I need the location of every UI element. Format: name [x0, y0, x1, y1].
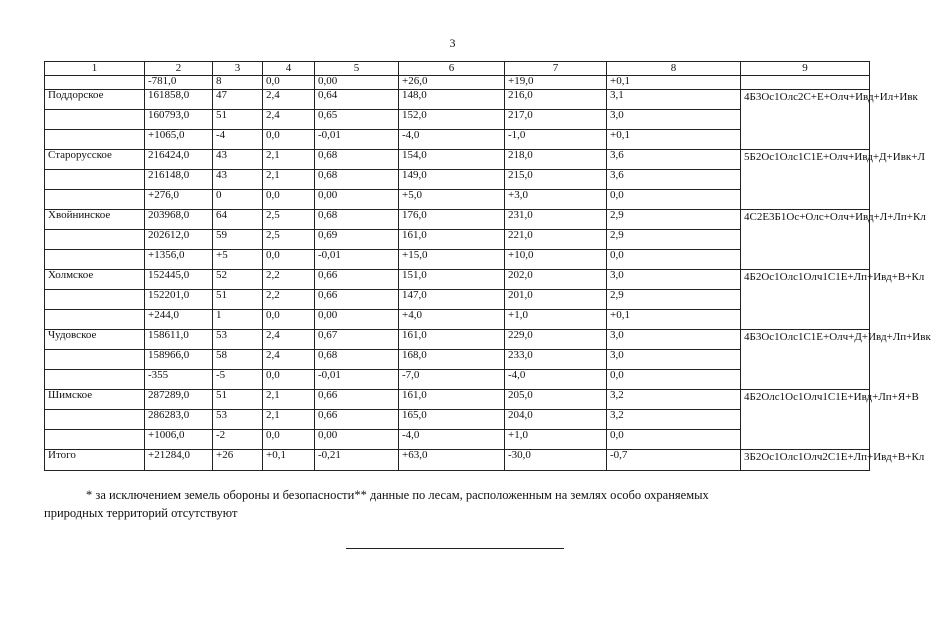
table-cell: 43 [213, 150, 263, 170]
footnote [44, 486, 869, 522]
table-cell: 8 [213, 76, 263, 90]
table-cell: 0,0 [263, 190, 315, 210]
table-cell: 0,66 [315, 270, 399, 290]
table-cell: 154,0 [399, 150, 505, 170]
footnote-line-1: * за исключением земель обороны и безопасности** данные по лесам, расположенным на землях особо охраняемых [86, 488, 709, 502]
table-cell: 0,00 [315, 190, 399, 210]
table-cell: -0,01 [315, 250, 399, 270]
district-name-cell: Чудовское [45, 330, 145, 350]
table-cell: 0,68 [315, 170, 399, 190]
table-cell: 0,67 [315, 330, 399, 350]
table-cell: 2,5 [263, 210, 315, 230]
table-cell: 202,0 [505, 270, 607, 290]
table-cell: 216424,0 [145, 150, 213, 170]
table-cell: 3,0 [607, 270, 741, 290]
composition-cell: 5Б2Ос1Олс1С1Е+Олч+Ивд+Д+Ивк+Л [741, 150, 870, 210]
table-cell: 218,0 [505, 150, 607, 170]
table-cell: 215,0 [505, 170, 607, 190]
table-cell: 158611,0 [145, 330, 213, 350]
table-cell: +1,0 [505, 430, 607, 450]
table-cell: 286283,0 [145, 410, 213, 430]
table-cell: 3,0 [607, 110, 741, 130]
table-cell: -0,01 [315, 130, 399, 150]
table-cell: 0,0 [263, 76, 315, 90]
table-cell: 202612,0 [145, 230, 213, 250]
table-row [45, 76, 870, 90]
table-cell: 0,64 [315, 90, 399, 110]
district-name-cell [45, 370, 145, 390]
table-cell: 216,0 [505, 90, 607, 110]
table-cell: -4 [213, 130, 263, 150]
table-cell: +10,0 [505, 250, 607, 270]
table-cell: 152201,0 [145, 290, 213, 310]
table-cell: 2,9 [607, 230, 741, 250]
table-cell: 0,0 [263, 430, 315, 450]
table-cell: 2,2 [263, 290, 315, 310]
district-name-cell: Хвойнинское [45, 210, 145, 230]
table-cell: 0 [213, 190, 263, 210]
table-body [45, 75, 931, 471]
table-row [45, 210, 870, 230]
table-cell: 161858,0 [145, 90, 213, 110]
table-cell: 231,0 [505, 210, 607, 230]
table-cell: 0,68 [315, 210, 399, 230]
table-cell: -0,7 [607, 450, 741, 471]
table-cell: 52 [213, 270, 263, 290]
table-cell: 165,0 [399, 410, 505, 430]
table-cell: 2,2 [263, 270, 315, 290]
table-cell: +19,0 [505, 76, 607, 90]
table-cell: +0,1 [607, 130, 741, 150]
table-cell: 2,4 [263, 350, 315, 370]
table-cell: +0,1 [263, 450, 315, 471]
table-cell: 204,0 [505, 410, 607, 430]
page-number: 3 [449, 36, 456, 50]
table-cell: 160793,0 [145, 110, 213, 130]
district-name-cell [45, 76, 145, 90]
table-cell: 0,00 [315, 310, 399, 330]
table-cell: 287289,0 [145, 390, 213, 410]
table-cell: 161,0 [399, 230, 505, 250]
district-name-cell [45, 130, 145, 150]
table-cell: 59 [213, 230, 263, 250]
header-row [45, 62, 870, 76]
table-cell: -355 [145, 370, 213, 390]
table-cell: 3,1 [607, 90, 741, 110]
composition-cell: 3Б2Ос1Олс1Олч2С1Е+Лп+Ивд+В+Кл [741, 450, 870, 471]
district-name-cell [45, 190, 145, 210]
table-cell: 0,66 [315, 390, 399, 410]
table-cell: 216148,0 [145, 170, 213, 190]
table-cell: 51 [213, 290, 263, 310]
table-cell: 0,0 [263, 250, 315, 270]
table-row [45, 90, 870, 110]
table-cell: 0,0 [607, 370, 741, 390]
table-cell: 53 [213, 410, 263, 430]
table-cell: +1356,0 [145, 250, 213, 270]
composition-cell: 4Б2Олс1Ос1Олч1С1Е+Ивд+Лп+Я+В [741, 390, 870, 450]
table-cell: 217,0 [505, 110, 607, 130]
table-cell: -30,0 [505, 450, 607, 471]
table-cell: +21284,0 [145, 450, 213, 471]
district-name-cell [45, 310, 145, 330]
district-name-cell: Итого [45, 450, 145, 471]
table-cell: -0,21 [315, 450, 399, 471]
table-cell: 176,0 [399, 210, 505, 230]
table-cell: 2,4 [263, 330, 315, 350]
table-cell: 0,0 [263, 370, 315, 390]
table-cell: 168,0 [399, 350, 505, 370]
table-cell: 51 [213, 390, 263, 410]
table-cell: -2 [213, 430, 263, 450]
table-cell: 3,0 [607, 330, 741, 350]
table-cell: 149,0 [399, 170, 505, 190]
table-cell: 51 [213, 110, 263, 130]
table-cell: 0,66 [315, 290, 399, 310]
table-cell: +5,0 [399, 190, 505, 210]
district-name-cell [45, 110, 145, 130]
table-cell: 43 [213, 170, 263, 190]
table-cell: -7,0 [399, 370, 505, 390]
table-cell: +244,0 [145, 310, 213, 330]
district-name-cell [45, 430, 145, 450]
table-cell: 2,4 [263, 110, 315, 130]
table-cell: 0,00 [315, 76, 399, 90]
table-cell: 2,1 [263, 150, 315, 170]
table-cell: 2,1 [263, 170, 315, 190]
table-cell: 147,0 [399, 290, 505, 310]
table-cell: 2,1 [263, 390, 315, 410]
table-cell: 203968,0 [145, 210, 213, 230]
composition-cell: 4Б3Ос1Олс1С1Е+Олч+Д+Ивд+Лп+Ивк [741, 330, 870, 390]
composition-cell: 4Б2Ос1Олс1Олч1С1Е+Лп+Ивд+В+Кл [741, 270, 870, 330]
column-header-4: 4 [263, 62, 315, 76]
table-cell: 0,69 [315, 230, 399, 250]
separator-line [346, 548, 564, 549]
table-cell: 64 [213, 210, 263, 230]
column-header-9: 9 [741, 62, 870, 76]
table-cell: 2,4 [263, 90, 315, 110]
table-cell: 0,0 [607, 430, 741, 450]
table-cell: 158966,0 [145, 350, 213, 370]
table-cell: +0,1 [607, 76, 741, 90]
table-cell: 229,0 [505, 330, 607, 350]
column-header-8: 8 [607, 62, 741, 76]
table-cell: -1,0 [505, 130, 607, 150]
table-cell: -0,01 [315, 370, 399, 390]
table-cell: 1 [213, 310, 263, 330]
table-cell: +1065,0 [145, 130, 213, 150]
district-name-cell [45, 170, 145, 190]
table-cell: 0,66 [315, 410, 399, 430]
table-cell: -4,0 [399, 430, 505, 450]
table-cell: 58 [213, 350, 263, 370]
table-cell: -5 [213, 370, 263, 390]
table-cell: 152445,0 [145, 270, 213, 290]
table-cell: 0,0 [263, 310, 315, 330]
table-cell: 205,0 [505, 390, 607, 410]
table-cell: +4,0 [399, 310, 505, 330]
composition-cell [741, 76, 870, 90]
table-cell: 148,0 [399, 90, 505, 110]
district-name-cell [45, 230, 145, 250]
district-name-cell: Шимское [45, 390, 145, 410]
table-cell: 3,6 [607, 150, 741, 170]
table-cell: 2,1 [263, 410, 315, 430]
table-cell: +26,0 [399, 76, 505, 90]
table-cell: +63,0 [399, 450, 505, 471]
table-cell: 151,0 [399, 270, 505, 290]
table-cell: +1,0 [505, 310, 607, 330]
table-cell: 221,0 [505, 230, 607, 250]
table-cell: +1006,0 [145, 430, 213, 450]
table-cell: 47 [213, 90, 263, 110]
table-cell: 3,6 [607, 170, 741, 190]
table-cell: 0,65 [315, 110, 399, 130]
table-cell: 152,0 [399, 110, 505, 130]
column-header-7: 7 [505, 62, 607, 76]
district-name-cell: Поддорское [45, 90, 145, 110]
table-cell: 3,0 [607, 350, 741, 370]
table-cell: +3,0 [505, 190, 607, 210]
table-cell: 3,2 [607, 390, 741, 410]
table-cell: +5 [213, 250, 263, 270]
table-cell: +26 [213, 450, 263, 471]
table-cell: -4,0 [505, 370, 607, 390]
table-row [45, 150, 870, 170]
district-name-cell: Старорусское [45, 150, 145, 170]
column-header-5: 5 [315, 62, 399, 76]
column-header-6: 6 [399, 62, 505, 76]
table-cell: +0,1 [607, 310, 741, 330]
table-cell: 2,9 [607, 290, 741, 310]
district-name-cell: Холмское [45, 270, 145, 290]
table-cell: 3,2 [607, 410, 741, 430]
table-cell: -4,0 [399, 130, 505, 150]
table-cell: 0,00 [315, 430, 399, 450]
composition-cell: 4Б3Ос1Олс2С+Е+Олч+Ивд+Ил+Ивк [741, 90, 870, 150]
table-cell: 233,0 [505, 350, 607, 370]
table-cell: 161,0 [399, 330, 505, 350]
column-header-2: 2 [145, 62, 213, 76]
district-name-cell [45, 250, 145, 270]
table-cell: +15,0 [399, 250, 505, 270]
table-cell: -781,0 [145, 76, 213, 90]
table-cell: 0,0 [263, 130, 315, 150]
table-cell: 53 [213, 330, 263, 350]
footnote-line-2: природных территорий отсутствуют [44, 506, 238, 520]
table-row [45, 330, 870, 350]
composition-cell: 4С2Е3Б1Ос+Олс+Олч+Ивд+Л+Лп+Кл [741, 210, 870, 270]
column-header-3: 3 [213, 62, 263, 76]
table-cell: 161,0 [399, 390, 505, 410]
table-row [45, 270, 870, 290]
table-row [45, 450, 870, 471]
table-cell: 2,9 [607, 210, 741, 230]
district-name-cell [45, 410, 145, 430]
table-cell: 0,0 [607, 190, 741, 210]
district-name-cell [45, 290, 145, 310]
forest-statistics-table [44, 61, 931, 471]
column-header-1: 1 [45, 62, 145, 76]
table-row [45, 390, 870, 410]
table-cell: 2,5 [263, 230, 315, 250]
table-cell: 0,68 [315, 350, 399, 370]
table-cell: 0,68 [315, 150, 399, 170]
table-cell: 0,0 [607, 250, 741, 270]
table-cell: 201,0 [505, 290, 607, 310]
district-name-cell [45, 350, 145, 370]
table-cell: +276,0 [145, 190, 213, 210]
